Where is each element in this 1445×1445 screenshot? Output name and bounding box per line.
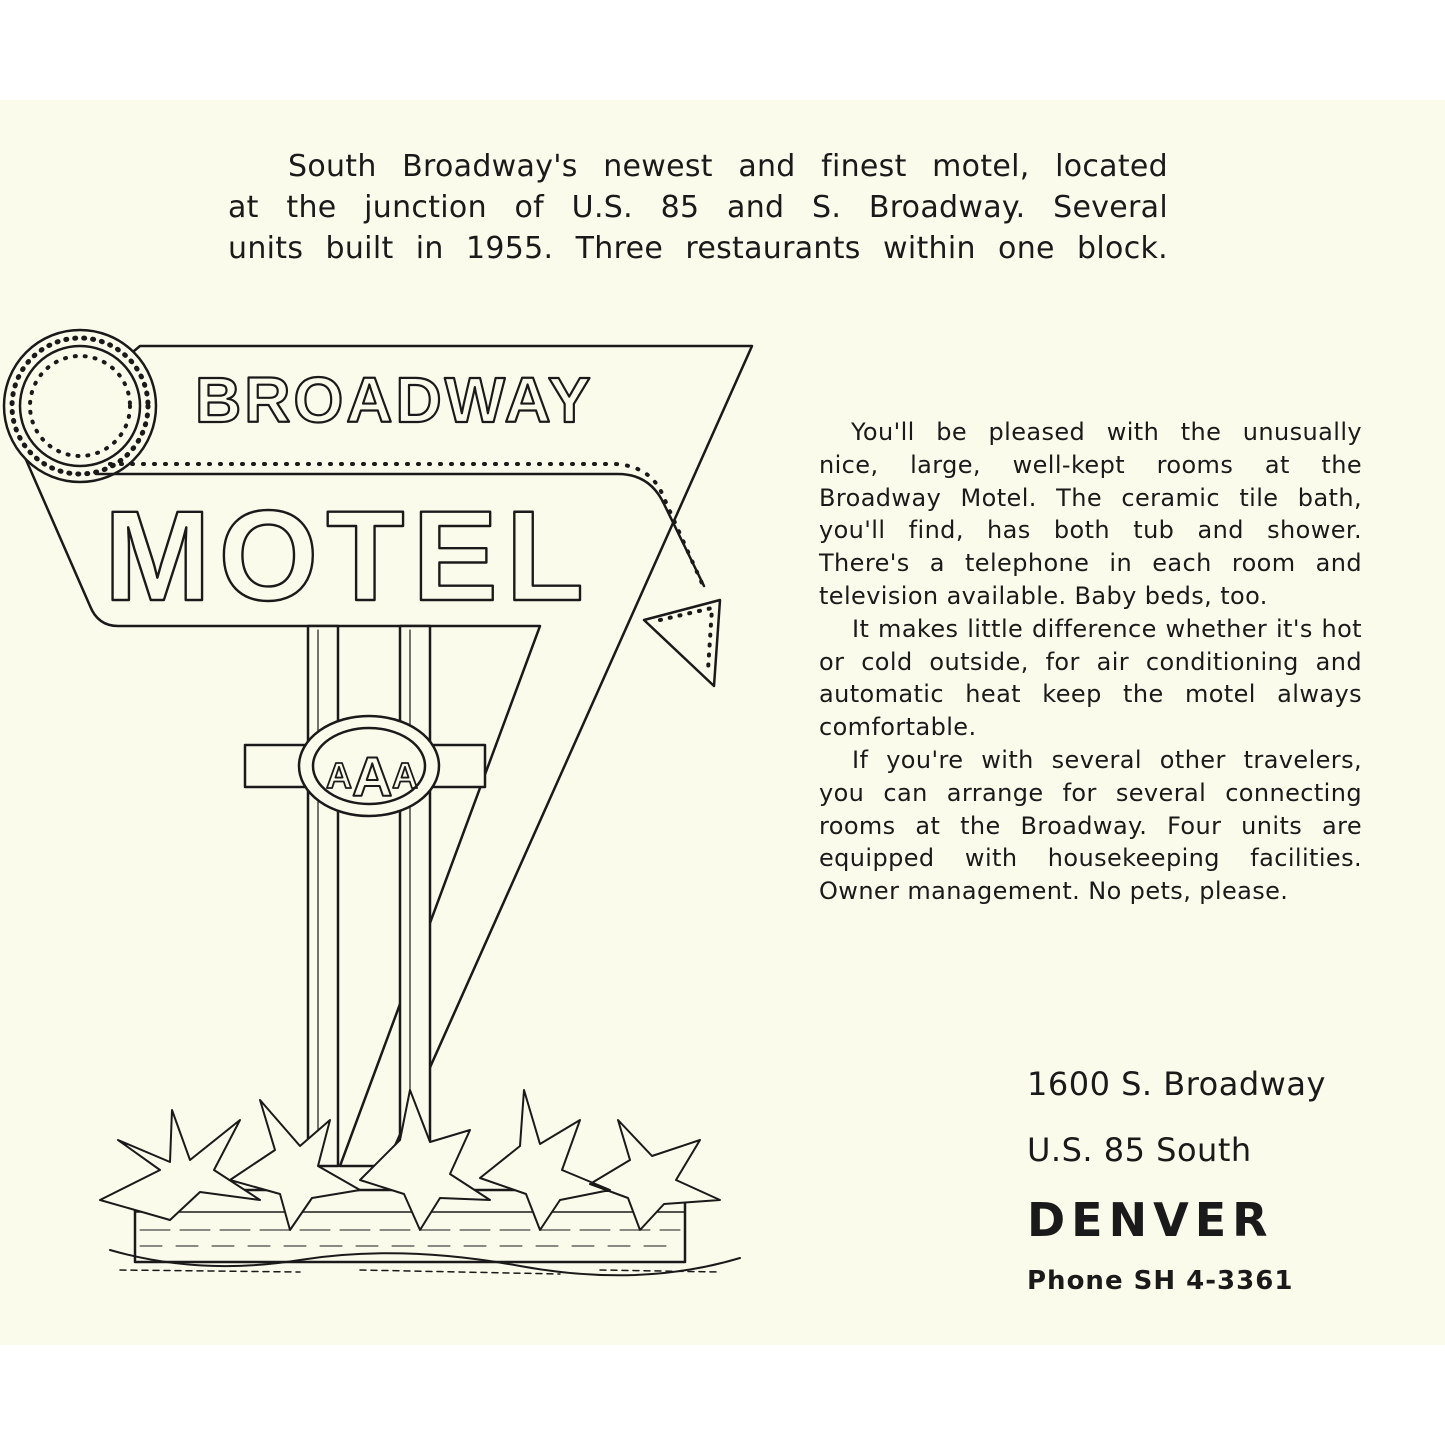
badge-letter-left: A: [326, 755, 352, 796]
intro-line-2: at the junction of U.S. 85 and S. Broadway. Several: [228, 190, 1168, 225]
highway-address: U.S. 85 South: [1027, 1131, 1252, 1169]
street-address: 1600 S. Broadway: [1027, 1065, 1326, 1103]
motel-description: [819, 416, 1362, 908]
sign-post-left: [308, 626, 338, 1166]
motel-sign-illustration: [0, 100, 760, 1345]
badge-letter-right: A: [392, 755, 418, 796]
phone-number: Phone SH 4-3361: [1027, 1266, 1294, 1296]
sign-main-word: MOTEL: [104, 485, 592, 628]
intro-line-3: units built in 1955. Three restaurants within one block.: [228, 231, 1168, 266]
sign-top-word: BROADWAY: [195, 364, 594, 436]
intro-line-1: South Broadway's newest and finest motel, located: [288, 149, 1168, 184]
address-block: [1027, 1064, 1407, 1295]
badge-letter-center: A: [352, 745, 393, 808]
description-paragraph-rooms: You'll be pleased with the unusually nice, large, well-kept rooms at the Broadway Motel. The ceramic tile bath, you'll find, has both tub and shower. There's a telephone in each room and television available. Baby beds, too.: [819, 418, 1362, 610]
sign-post-right: [400, 626, 430, 1166]
city-name: DENVER: [1027, 1193, 1274, 1247]
sign-bulb-circle: [4, 330, 156, 482]
description-paragraph-connecting: If you're with several other travelers, you can arrange for several connecting rooms at the Broadway. Four units are equipped with housekeeping facilities. Owner management. No pets, please.: [819, 745, 1362, 906]
brochure-card: [0, 100, 1445, 1345]
description-paragraph-climate: It makes little difference whether it's hot or cold outside, for air conditioning and automatic heat keep the motel always comfortable.: [819, 614, 1362, 742]
